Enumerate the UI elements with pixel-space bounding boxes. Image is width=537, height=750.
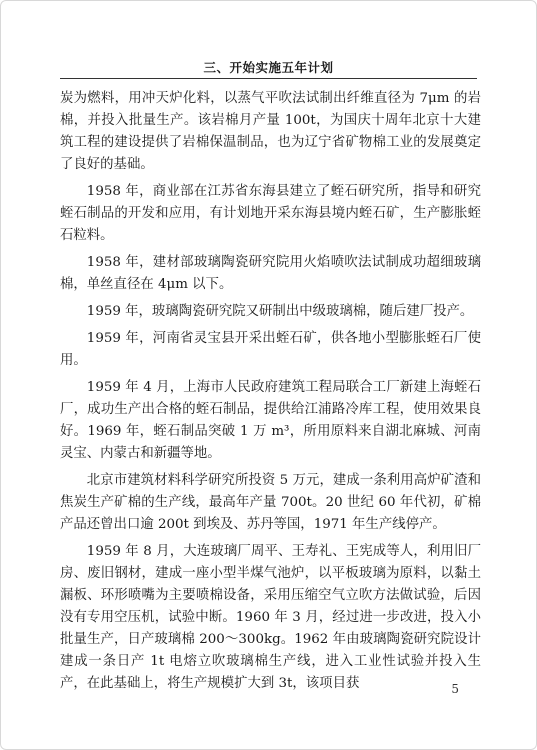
paragraph: 1958 年，商业部在江苏省东海县建立了蛭石研究所，指导和研究蛭石制品的开发和应用，有计划地开采东海县境内蛭石矿，生产膨胀蛭石粒料。 bbox=[60, 184, 481, 243]
paragraph: 1959 年 4 月，上海市人民政府建筑工程局联合工厂新建上海蛭石厂，成功生产出合格的蛭石制品，提供给江浦路冷库工程，使用效果良好。1969 年，蛭石制品突破 1 万 m³，所用原料来自湖北麻城、河南灵宝、内蒙古和新疆等地。 bbox=[60, 380, 481, 461]
paragraph: 1958 年，建材部玻璃陶瓷研究院用火焰喷吹法试制成功超细玻璃棉，单丝直径在 4μm 以下。 bbox=[60, 255, 481, 292]
body-text bbox=[60, 88, 481, 700]
paragraph: 北京市建筑材料科学研究所投资 5 万元，建成一条利用高炉矿渣和焦炭生产矿棉的生产线，最高年产量 700t。20 世纪 60 年代初，矿棉产品还曾出口逾 200t 到埃及、苏丹等国，1971 年生产线停产。 bbox=[60, 473, 481, 532]
page-number: 5 bbox=[451, 682, 459, 696]
running-header: 三、开始实施五年计划 bbox=[203, 60, 334, 75]
paragraph: 1959 年，河南省灵宝县开采出蛭石矿，供各地小型膨胀蛭石厂使用。 bbox=[60, 331, 481, 368]
paragraph: 炭为燃料，用冲天炉化料，以蒸气平吹法试制出纤维直径为 7μm 的岩棉，并投入批量生产。该岩棉月产量 100t，为国庆十周年北京十大建筑工程的建设提供了岩棉保温制品，也为辽宁省矿物棉工业的发展奠定了良好的基础。 bbox=[60, 91, 481, 172]
paragraph: 1959 年 8 月，大连玻璃厂周平、王寿礼、王宪成等人，利用旧厂房、废旧钢材，建成一座小型半煤气池炉，以平板玻璃为原料，以黏土漏板、环形喷嘴为主要喷棉设备，采用压缩空气立吹方法做试验，后因没有专用空压机，试验中断。1960 年 3 月，经过进一步改进，投入小批量生产，日产玻璃棉 200～300kg。1962 年由玻璃陶瓷研究院设计建成一条日产 1t 电熔立吹玻璃棉生产线，进入工业性试验并投入生产，在此基础上，将生产规模扩大到 3t，该项目获 bbox=[60, 544, 481, 691]
paragraph: 1959 年，玻璃陶瓷研究院又研制出中级玻璃棉，随后建厂投产。 bbox=[86, 304, 474, 319]
header-rule bbox=[60, 78, 477, 79]
